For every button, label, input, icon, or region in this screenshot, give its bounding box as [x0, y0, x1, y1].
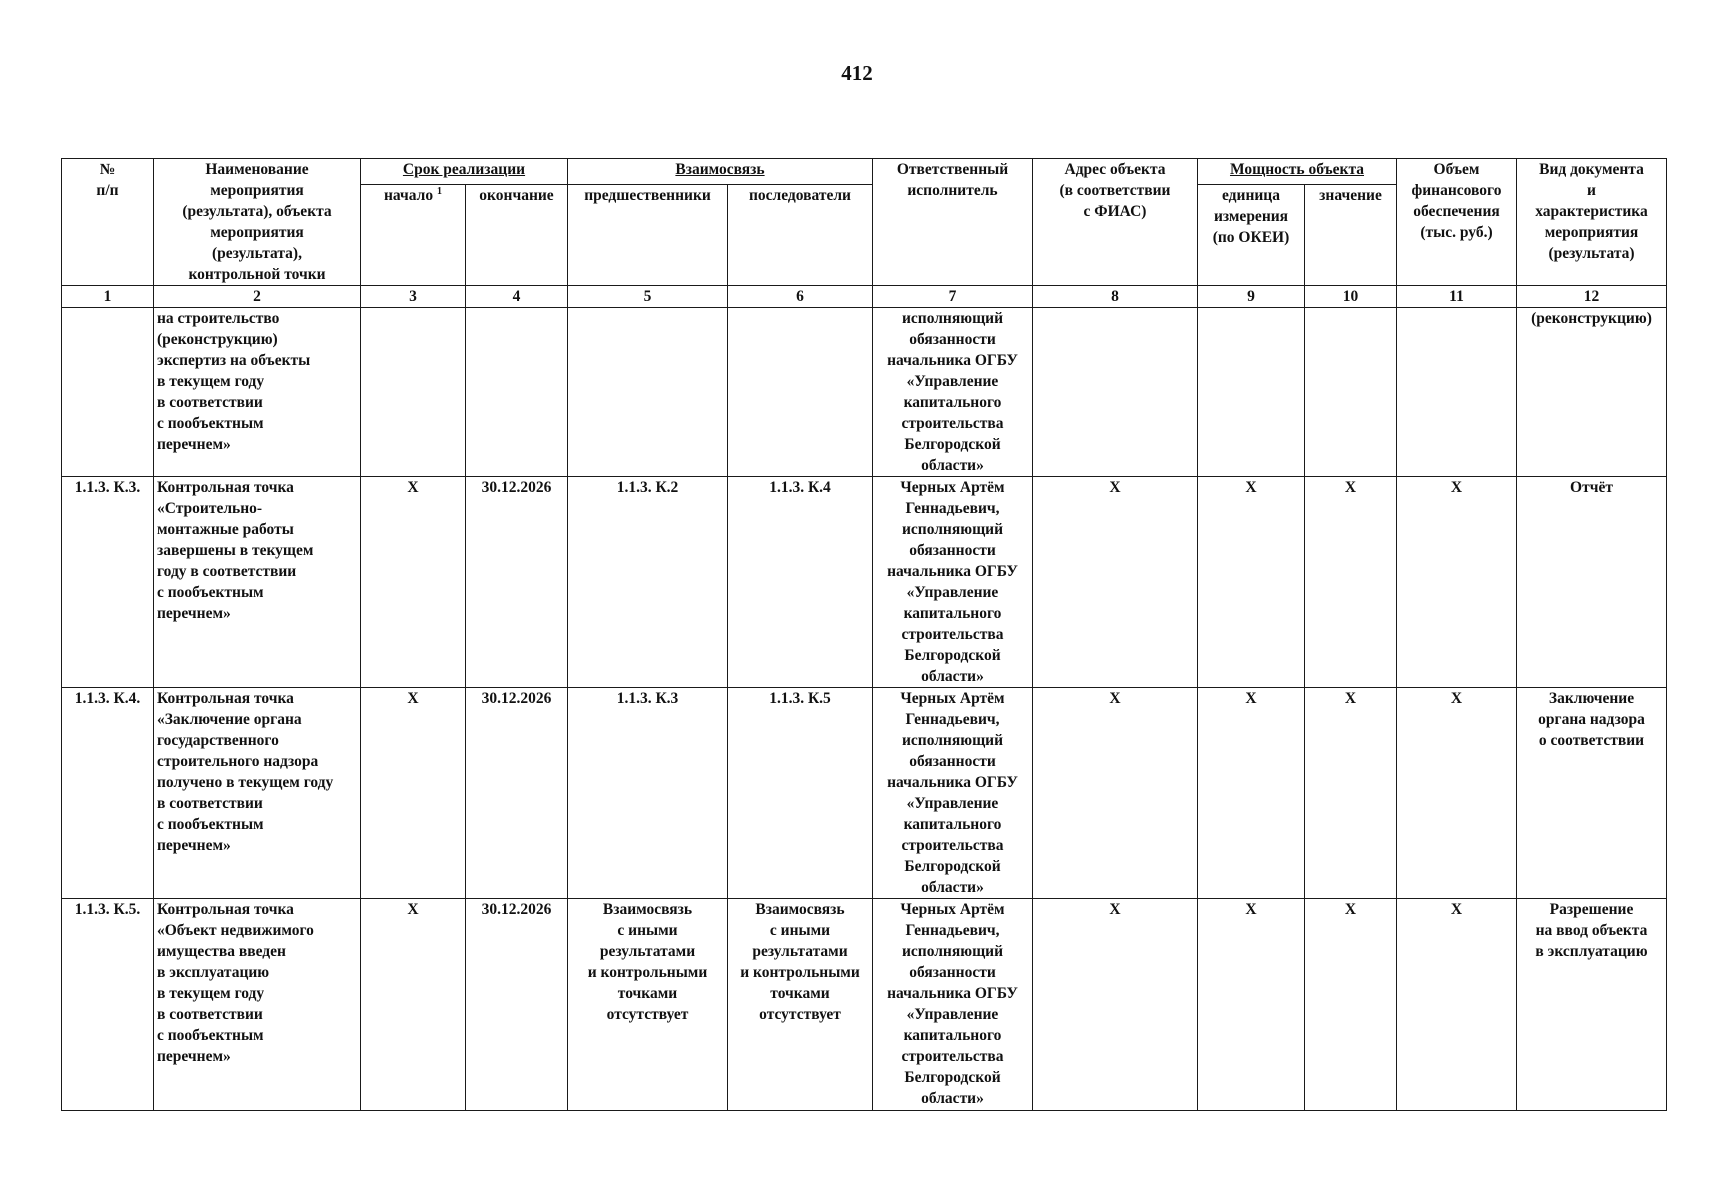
cell-text-line: капитального: [903, 1027, 1002, 1044]
cell-text-line: «Заключение органа: [157, 711, 302, 728]
header-capacity-group: Мощность объекта: [1198, 159, 1397, 185]
row-name: [154, 899, 361, 1111]
cell-text-line: (реконструкцию): [1531, 310, 1652, 327]
row-number: 1.1.3. К.5.: [62, 899, 154, 1111]
row-value: [1305, 308, 1397, 477]
cell-text-line: в соответствии: [157, 1006, 263, 1023]
header-text-line: Вид документа: [1539, 161, 1644, 178]
row-predecessors: [568, 899, 728, 1111]
header-text-line: единица: [1222, 187, 1280, 205]
cell-text-line: строительного надзора: [157, 753, 319, 770]
cell-text-line: с пообъектным: [157, 584, 264, 601]
cell-text-line: области»: [921, 457, 984, 474]
row-successors: [728, 477, 873, 688]
header-text-line: (результата), объекта: [182, 203, 332, 220]
cell-text-line: Контрольная точка: [157, 901, 294, 918]
row-end: 30.12.2026: [466, 688, 568, 899]
row-number: 1.1.3. К.3.: [62, 477, 154, 688]
header-successors: последователи: [728, 185, 873, 286]
row-predecessors: [568, 308, 728, 477]
cell-text-line: Разрешение: [1549, 901, 1634, 918]
column-number: 9: [1198, 286, 1305, 308]
header-name: [154, 159, 361, 286]
header-text-line: характеристика: [1535, 203, 1648, 220]
header-text-line: (тыс. руб.): [1420, 224, 1493, 241]
cell-text-line: и контрольными: [740, 964, 860, 981]
header-end: окончание: [466, 185, 568, 286]
cell-text-line: «Управление: [906, 373, 999, 390]
cell-text-line: исполняющий: [901, 521, 1004, 538]
cell-text-line: с пообъектным: [157, 1027, 264, 1044]
cell-text-line: с иными: [617, 922, 678, 939]
cell-text-line: в текущем году: [157, 373, 265, 390]
cell-text-line: Белгородской: [904, 436, 1001, 453]
row-document: [1517, 308, 1667, 477]
header-text-line: мероприятия: [210, 182, 304, 199]
cell-text-line: на строительство: [157, 310, 280, 327]
table-body: [62, 286, 1667, 1111]
header-text-line: Адрес объекта: [1064, 161, 1166, 178]
row-end: 30.12.2026: [466, 477, 568, 688]
row-address: Х: [1033, 477, 1198, 688]
header-text-line: (в соответствии: [1059, 182, 1171, 199]
cell-text-line: Черных Артём: [900, 479, 1005, 496]
column-number: 1: [62, 286, 154, 308]
cell-text-line: точками: [617, 985, 678, 1002]
cell-text-line: с пообъектным: [157, 816, 264, 833]
cell-text-line: точками: [770, 985, 830, 1002]
header-text-line: мероприятия: [210, 224, 304, 241]
row-responsible: [873, 688, 1033, 899]
cell-text-line: Контрольная точка: [157, 479, 294, 496]
cell-text-line: завершены в текущем: [157, 542, 314, 559]
row-unit: Х: [1198, 477, 1305, 688]
row-value: Х: [1305, 688, 1397, 899]
row-unit: Х: [1198, 899, 1305, 1111]
cell-text-line: строительства: [901, 837, 1004, 854]
cell-text-line: строительства: [901, 1048, 1004, 1065]
header-finance: [1397, 159, 1517, 286]
cell-text-line: Заключение: [1548, 690, 1635, 707]
row-unit: Х: [1198, 688, 1305, 899]
header-text-line: с ФИАС): [1083, 203, 1147, 220]
row-name: [154, 477, 361, 688]
row-address: [1033, 308, 1198, 477]
plan-table: [61, 158, 1667, 1111]
row-responsible: [873, 477, 1033, 688]
row-start: Х: [361, 899, 466, 1111]
cell-text-line: и контрольными: [587, 964, 708, 981]
row-successors: [728, 899, 873, 1111]
cell-text-line: «Строительно-: [157, 500, 263, 517]
cell-text-line: имущества введен: [157, 943, 286, 960]
cell-text-line: Взаимосвязь: [755, 901, 845, 918]
cell-text-line: строительства: [901, 415, 1004, 432]
row-predecessors: [568, 477, 728, 688]
column-number: 11: [1397, 286, 1517, 308]
row-responsible: [873, 899, 1033, 1111]
cell-text-line: с пообъектным: [157, 415, 264, 432]
row-document: [1517, 477, 1667, 688]
table-row: [62, 899, 1667, 1111]
header-term-group: Срок реализации: [361, 159, 568, 185]
header-text-line: контрольной точки: [188, 266, 326, 283]
cell-text-line: 1.1.3. К.5: [769, 690, 831, 707]
header-text-line: Наименование: [205, 161, 309, 178]
header-text-line: (результата): [1548, 245, 1635, 262]
row-address: Х: [1033, 899, 1198, 1111]
cell-text-line: в соответствии: [157, 795, 263, 812]
cell-text-line: результатами: [752, 943, 848, 960]
header-text-line: №: [99, 161, 116, 178]
header-text-line: п/п: [96, 182, 119, 199]
cell-text-line: начальника ОГБУ: [887, 563, 1018, 580]
cell-text-line: обязанности: [909, 542, 996, 559]
cell-text-line: получено в текущем году: [157, 774, 334, 791]
header-predecessors: предшественники: [568, 185, 728, 286]
row-end: 30.12.2026: [466, 899, 568, 1111]
column-number: 5: [568, 286, 728, 308]
cell-text-line: 1.1.3. К.2: [616, 479, 679, 496]
table-row: [62, 688, 1667, 899]
cell-text-line: экспертиз на объекты: [157, 352, 311, 369]
cell-text-line: капитального: [903, 816, 1002, 833]
cell-text-line: области»: [921, 879, 984, 896]
cell-text-line: Белгородской: [904, 858, 1001, 875]
table-header: [62, 159, 1667, 286]
row-address: Х: [1033, 688, 1198, 899]
header-text-line: исполнитель: [907, 182, 998, 199]
header-text-line: Объем: [1433, 161, 1480, 178]
cell-text-line: обязанности: [909, 964, 996, 981]
header-responsible: [873, 159, 1033, 286]
footnote-marker: 1: [437, 186, 442, 198]
cell-text-line: в эксплуатацию: [157, 964, 270, 981]
cell-text-line: в текущем году: [157, 985, 265, 1002]
header-text-line: и: [1587, 182, 1596, 199]
header-text-line: Ответственный: [896, 161, 1009, 178]
header-text-line: мероприятия: [1544, 224, 1639, 241]
cell-text-line: с иными: [769, 922, 831, 939]
column-number: 2: [154, 286, 361, 308]
cell-text-line: монтажные работы: [157, 521, 294, 538]
header-text-line: (результата),: [212, 245, 302, 262]
header-link-group: Взаимосвязь: [568, 159, 873, 185]
row-value: Х: [1305, 477, 1397, 688]
row-start: Х: [361, 477, 466, 688]
header-value: значение: [1305, 185, 1397, 286]
row-unit: [1198, 308, 1305, 477]
cell-text-line: Черных Артём: [900, 690, 1005, 707]
cell-text-line: перечнем»: [157, 605, 231, 622]
cell-text-line: исполняющий: [901, 310, 1004, 327]
cell-text-line: «Управление: [906, 1006, 999, 1023]
row-start: [361, 308, 466, 477]
cell-text-line: капитального: [903, 394, 1002, 411]
cell-text-line: государственного: [157, 732, 279, 749]
cell-text-line: отсутствует: [606, 1006, 689, 1023]
cell-text-line: на ввод объекта: [1535, 922, 1648, 939]
cell-text-line: области»: [921, 1090, 984, 1107]
column-number: 12: [1517, 286, 1667, 308]
column-number-row: [62, 286, 1667, 308]
cell-text-line: исполняющий: [901, 943, 1004, 960]
header-text-line: обеспечения: [1413, 203, 1500, 220]
cell-text-line: о соответствии: [1538, 732, 1645, 749]
cell-text-line: начальника ОГБУ: [887, 985, 1018, 1002]
column-number: 3: [361, 286, 466, 308]
cell-text-line: Геннадьевич,: [905, 500, 1000, 517]
header-unit: [1198, 185, 1305, 286]
cell-text-line: результатами: [599, 943, 696, 960]
cell-text-line: отсутствует: [759, 1006, 841, 1023]
cell-text-line: «Объект недвижимого: [157, 922, 314, 939]
header-start: начало $^1$: [361, 185, 466, 286]
cell-text-line: органа надзора: [1538, 711, 1645, 728]
cell-text-line: Отчёт: [1570, 479, 1613, 496]
page-number: 412: [841, 61, 873, 85]
cell-text-line: 1.1.3. К.4: [769, 479, 831, 496]
header-document: [1517, 159, 1667, 286]
column-number: 4: [466, 286, 568, 308]
header-text-line: (по ОКЕИ): [1212, 229, 1290, 247]
row-finance: Х: [1397, 477, 1517, 688]
header-number: [62, 159, 154, 286]
column-number: 7: [873, 286, 1033, 308]
column-number: 8: [1033, 286, 1198, 308]
row-start: Х: [361, 688, 466, 899]
cell-text-line: строительства: [901, 626, 1004, 643]
cell-text-line: обязанности: [909, 331, 996, 348]
row-name: [154, 308, 361, 477]
row-predecessors: [568, 688, 728, 899]
column-number: 6: [728, 286, 873, 308]
row-document: [1517, 899, 1667, 1111]
row-responsible: [873, 308, 1033, 477]
row-finance: Х: [1397, 899, 1517, 1111]
header-text-line: измерения: [1213, 208, 1289, 226]
cell-text-line: Черных Артём: [900, 901, 1005, 918]
cell-text-line: году в соответствии: [157, 563, 297, 580]
cell-text-line: области»: [921, 668, 984, 685]
cell-text-line: перечнем»: [157, 837, 231, 854]
cell-text-line: Взаимосвязь: [602, 901, 693, 918]
row-finance: Х: [1397, 688, 1517, 899]
cell-text-line: обязанности: [909, 753, 996, 770]
cell-text-line: капитального: [903, 605, 1002, 622]
column-number: 10: [1305, 286, 1397, 308]
cell-text-line: перечнем»: [157, 436, 231, 453]
table-row: [62, 308, 1667, 477]
row-document: [1517, 688, 1667, 899]
cell-text-line: в эксплуатацию: [1535, 943, 1648, 960]
cell-text-line: Геннадьевич,: [905, 711, 1000, 728]
cell-text-line: Белгородской: [904, 647, 1001, 664]
row-number: [62, 308, 154, 477]
cell-text-line: «Управление: [906, 584, 999, 601]
row-number: 1.1.3. К.4.: [62, 688, 154, 899]
cell-text-line: начальника ОГБУ: [887, 774, 1018, 791]
cell-text-line: Контрольная точка: [157, 690, 294, 707]
row-successors: [728, 688, 873, 899]
cell-text-line: Геннадьевич,: [905, 922, 1000, 939]
cell-text-line: (реконструкцию): [157, 331, 278, 348]
cell-text-line: исполняющий: [901, 732, 1004, 749]
cell-text-line: перечнем»: [157, 1048, 231, 1065]
row-successors: [728, 308, 873, 477]
cell-text-line: «Управление: [906, 795, 999, 812]
row-finance: [1397, 308, 1517, 477]
table-row: [62, 477, 1667, 688]
cell-text-line: в соответствии: [157, 394, 263, 411]
header-address: [1033, 159, 1198, 286]
cell-text-line: 1.1.3. К.3: [616, 690, 679, 707]
row-name: [154, 688, 361, 899]
row-end: [466, 308, 568, 477]
row-value: Х: [1305, 899, 1397, 1111]
cell-text-line: Белгородской: [904, 1069, 1001, 1086]
cell-text-line: начальника ОГБУ: [887, 352, 1018, 369]
header-text-line: финансового: [1411, 182, 1502, 199]
